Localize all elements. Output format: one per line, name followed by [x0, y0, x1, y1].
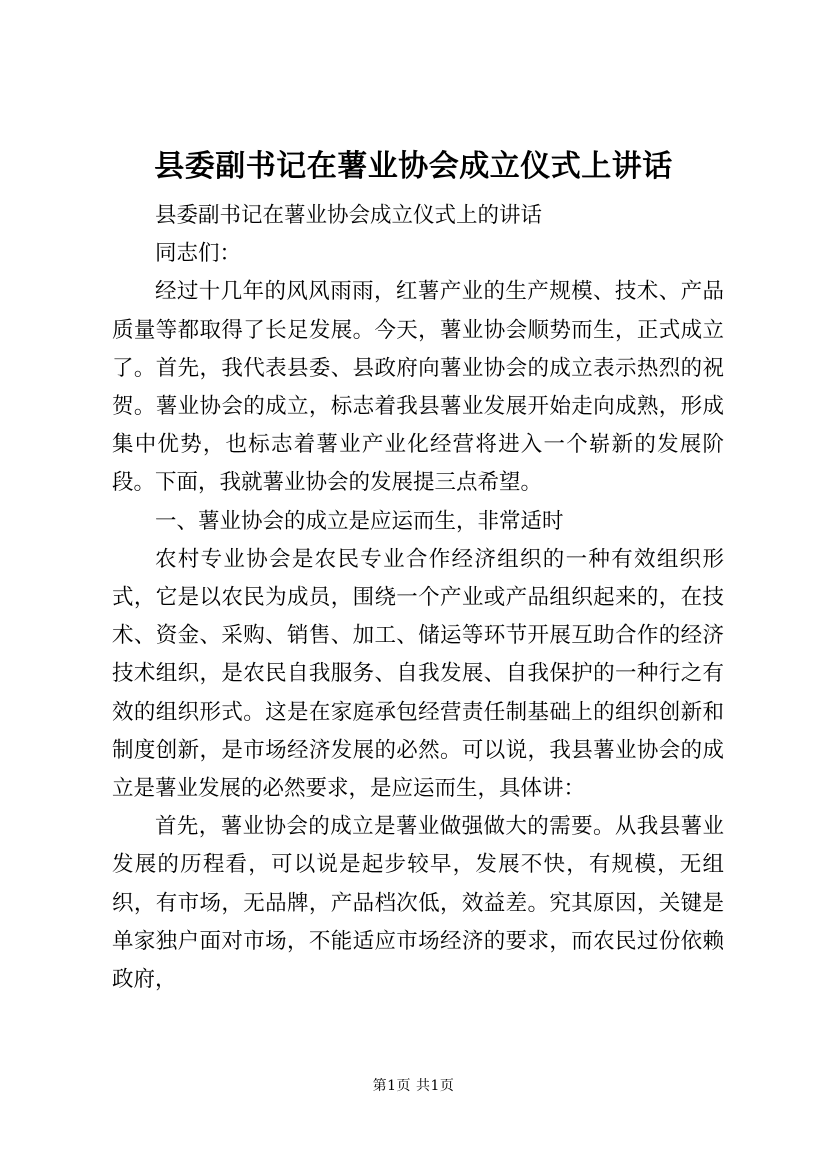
- section-heading-1: 一、薯业协会的成立是应运而生，非常适时: [155, 508, 564, 534]
- paragraph-association-definition: 农村专业协会是农民专业合作经济组织的一种有效组织形式，它是以农民为成员，围绕一个产业或产品组织起来的，在技术、资金、采购、销售、加工、储运等环节开展互助合作的经济技术组织，是农民自我服务、自我发展、自我保护的一种行之有效的组织形式。这是在家庭承包经营责任制基础上的组织创新和制度创新，是市场经济发展的必然。可以说，我县薯业协会的成立是薯业发展的必然要求，是应运而生，具体讲：: [112, 546, 724, 802]
- speech-heading-line: 县委副书记在薯业协会成立仪式上的讲话: [155, 203, 543, 228]
- page-footer: 第1页 共1页: [372, 1078, 455, 1094]
- document-title: 县委副书记在薯业协会成立仪式上讲话: [154, 149, 673, 184]
- paragraph-intro: 经过十几年的风风雨雨，红薯产业的生产规模、技术、产品质量等都取得了长足发展。今天，薯业协会顺势而生，正式成立了。首先，我代表县委、县政府向薯业协会的成立表示热烈的祝贺。薯业协会的成立，标志着我县薯业发展开始走向成熟，形成集中优势，也标志着薯业产业化经营将进入一个崭新的发展阶段。下面，我就薯业协会的发展提三点希望。: [112, 279, 724, 496]
- salutation: 同志们：: [155, 241, 242, 267]
- document-body: [112, 197, 724, 999]
- paragraph-first-point: 首先，薯业协会的成立是薯业做强做大的需要。从我县薯业发展的历程看，可以说是起步较早，发展不快，有规模，无组织，有市场，无品牌，产品档次低，效益差。究其原因，关键是单家独户面对市场，不能适应市场经济的要求，而农民过份依赖政府，: [112, 814, 724, 993]
